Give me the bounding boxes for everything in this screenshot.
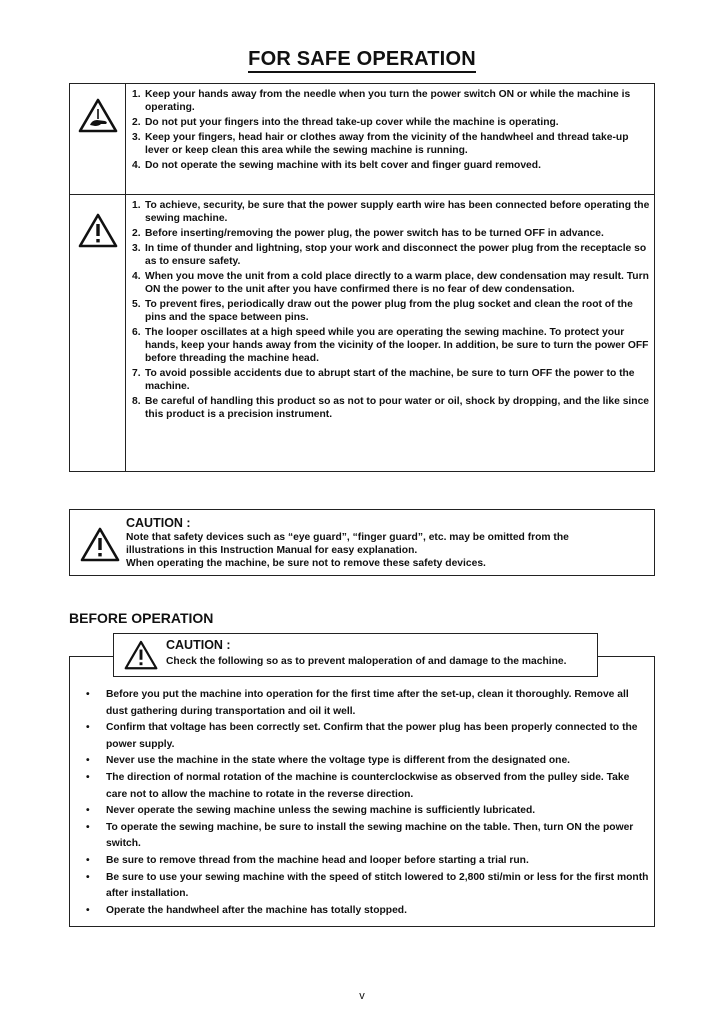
- list-item: 1. To achieve, security, be sure that the power supply earth wire has been connected before operating the sewing machine.: [132, 200, 650, 224]
- before-operation-caution: [113, 633, 598, 677]
- list-item: 4. When you move the unit from a cold place directly to a warm place, dew condensation may result. Turn ON the power to the unit after you have confirmed there is no fear of dew condensation.: [132, 271, 649, 295]
- list-item: 3. In time of thunder and lightning, stop your work and disconnect the power plug from the receptacle so as to ensure safety.: [132, 243, 647, 267]
- list-item: 4. Do not operate the sewing machine with its belt cover and finger guard removed.: [132, 160, 541, 172]
- warning-triangle-icon: [124, 640, 158, 671]
- list-item: • Before you put the machine into operation for the first time after the set-up, clean it thoroughly. Remove all dust gathering during transportation and oil it well.: [86, 689, 629, 717]
- page-title: [0, 48, 724, 71]
- list-item: • Be sure to remove thread from the machine head and looper before starting a trial run.: [86, 854, 529, 866]
- warning-triangle-icon: [78, 213, 118, 249]
- list-item: 8. Be careful of handling this product so as not to pour water or oil, shock by dropping, and the like since this product is a precision instrument.: [132, 396, 650, 420]
- list-item: 5. To prevent fires, periodically draw out the power plug from the plug socket and clean the root of the pins and the space between pins.: [132, 299, 633, 323]
- caution-text: Check the following so as to prevent maloperation of and damage to the machine.: [166, 656, 567, 667]
- list-item: 6. The looper oscillates at a high speed while you are operating the sewing machine. To protect your hands, keep your hands away from the vicinity of the looper. In addition, be sure to turn the power OFF before threading the machine head.: [132, 327, 649, 364]
- caution-title: CAUTION :: [166, 638, 231, 652]
- caution-safety-devices: [69, 509, 655, 576]
- list-item: 1. Keep your hands away from the needle when you turn the power switch ON or while the machine is operating.: [132, 89, 631, 113]
- list-item: • Be sure to use your sewing machine with the speed of stitch lowered to 2,800 sti/min or less for the first month after installation.: [86, 871, 649, 900]
- list-item: • Confirm that voltage has been correctly set. Confirm that the power plug has been properly connected to the power supply.: [86, 722, 638, 750]
- list-item: 2. Before inserting/removing the power plug, the power switch has to be turned OFF in advance.: [132, 228, 604, 239]
- section-heading: BEFORE OPERATION: [69, 610, 214, 626]
- safety-block-hands: [69, 83, 655, 195]
- before-operation-list: [86, 687, 650, 919]
- hand-needle-warning-icon: [78, 98, 118, 134]
- safety-icon-cell: [70, 84, 126, 194]
- list-item: • Never operate the sewing machine unless the sewing machine is sufficiently lubricated.: [86, 805, 536, 817]
- list-item: 2. Do not put your fingers into the thread take-up cover while the machine is operating.: [132, 117, 559, 128]
- list-item: • Operate the handwheel after the machine has totally stopped.: [86, 904, 407, 916]
- caution-text: Note that safety devices such as “eye guard”, “finger guard”, etc. may be omitted from the illustrations in this Instruction Manual for easy explanation. When operating the machine, be sure not to remove these safety devices.: [126, 532, 569, 569]
- page-title-text: FOR SAFE OPERATION: [248, 48, 476, 73]
- list-item: • The direction of normal rotation of the machine is counterclockwise as observed from the pulley side. Take care not to allow the machine to rotate in the reverse direction.: [86, 771, 630, 800]
- warning-triangle-icon: [80, 527, 120, 563]
- list-item: 3. Keep your fingers, head hair or clothes away from the vicinity of the handwheel and thread take-up lever or keep clean this area while the sewing machine is running.: [132, 132, 629, 156]
- safety-block-general: [69, 194, 655, 472]
- list-item: • To operate the sewing machine, be sure to install the sewing machine on the table. Then, turn ON the power switch.: [86, 821, 634, 850]
- list-item: 7. To avoid possible accidents due to abrupt start of the machine, be sure to turn OFF the power to the machine.: [132, 368, 635, 392]
- safety-list-2: [132, 200, 650, 424]
- safety-list-1: [132, 89, 650, 175]
- list-item: • Never use the machine in the state where the voltage type is different from the designated one.: [86, 755, 571, 767]
- page-number: v: [359, 990, 365, 1002]
- safety-icon-cell: [70, 195, 126, 471]
- caution-title: CAUTION :: [126, 516, 191, 530]
